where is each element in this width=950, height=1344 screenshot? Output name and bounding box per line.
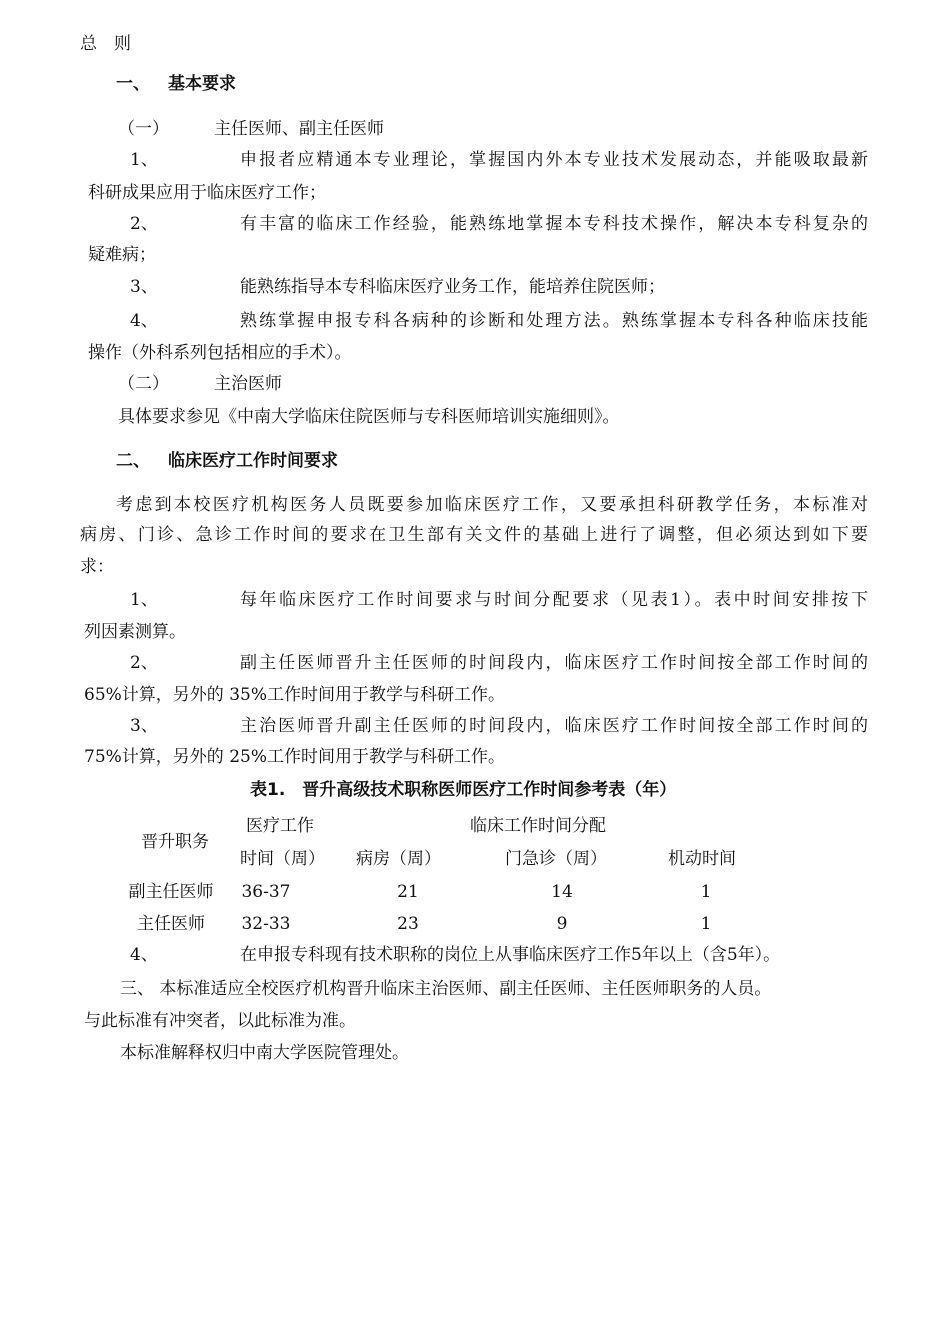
page-header: 总 则	[80, 34, 131, 54]
footer-note: 本标准解释权归中南大学医院管理处。	[120, 1043, 409, 1063]
subsection2-title: 主治医师	[214, 374, 282, 394]
section2-title: 临床医疗工作时间要求	[168, 451, 338, 471]
subsection1-number: （一）	[118, 119, 169, 139]
table-cell-flex: 1	[700, 914, 712, 934]
table-cell-position: 副主任医师	[128, 882, 214, 902]
list-item-text: 有丰富的临床工作经验，能熟练地掌握本专科技术操作，解决本专科复杂的	[240, 214, 868, 234]
subsection1-title: 主任医师、副主任医师	[214, 119, 384, 139]
table-cell-ward: 21	[397, 882, 419, 902]
table-header-flex: 机动时间	[668, 849, 736, 869]
list-item-text: 主治医师晋升副主任医师的时间段内，临床医疗工作时间按全部工作时间的	[240, 716, 868, 736]
section3-line-2: 与此标准有冲突者，以此标准为准。	[84, 1011, 356, 1031]
table-cell-clinic: 14	[551, 882, 573, 902]
list-item-text-cont: 65%计算，另外的 35%工作时间用于教学与科研工作。	[84, 685, 505, 705]
list-item-text: 每年临床医疗工作时间要求与时间分配要求（见表1）。表中时间安排按下	[240, 590, 868, 610]
table-cell-flex: 1	[700, 882, 712, 902]
list-item-number: 2、	[130, 653, 158, 673]
table-header-work-time-top: 医疗工作	[246, 816, 314, 836]
list-item-number: 1、	[130, 590, 158, 610]
list-item-text-cont: 疑难病；	[88, 245, 156, 265]
list-item-text: 申报者应精通本专业理论，掌握国内外本专业技术发展动态，并能吸取最新	[240, 150, 868, 170]
section3-line-1: 三、 本标准适应全校医疗机构晋升临床主治医师、副主任医师、主任医师职务的人员。	[120, 979, 772, 999]
intro-line-3: 求：	[80, 557, 114, 577]
subsection2-number: （二）	[118, 374, 169, 394]
table-cell-total: 32-33	[241, 914, 291, 934]
list-item-number: 3、	[130, 277, 158, 297]
list-item-text: 能熟练指导本专科临床医疗业务工作，能培养住院医师；	[240, 277, 665, 297]
list-item-number: 4、	[130, 945, 158, 965]
intro-line-1: 考虑到本校医疗机构医务人员既要参加临床医疗工作，又要承担科研教学任务，本标准对	[116, 495, 868, 515]
intro-line-2: 病房、门诊、急诊工作时间的要求在卫生部有关文件的基础上进行了调整，但必须达到如下要	[80, 525, 868, 545]
table-header-work-time-bottom: 时间（周）	[240, 849, 325, 869]
list-item-text-cont: 操作（外科系列包括相应的手术）。	[88, 343, 352, 363]
table-caption: 表1. 晋升高级技术职称医师医疗工作时间参考表（年）	[250, 780, 677, 800]
list-item-number: 3、	[130, 716, 158, 736]
table-cell-total: 36-37	[241, 882, 291, 902]
list-item-number: 4、	[130, 311, 158, 331]
table-cell-position: 主任医师	[137, 914, 205, 934]
section1-number: 一、	[116, 74, 150, 94]
table-header-ward: 病房（周）	[356, 849, 441, 869]
section2-number: 二、	[116, 451, 150, 471]
list-item-text: 熟练掌握申报专科各病种的诊断和处理方法。熟练掌握本专科各种临床技能	[240, 311, 868, 331]
list-item-text: 副主任医师晋升主任医师的时间段内，临床医疗工作时间按全部工作时间的	[240, 653, 868, 673]
table-header-distribution: 临床工作时间分配	[470, 816, 606, 836]
table-cell-clinic: 9	[556, 914, 568, 934]
list-item-text-cont: 75%计算，另外的 25%工作时间用于教学与科研工作。	[84, 747, 505, 767]
list-item-text-cont: 科研成果应用于临床医疗工作；	[88, 183, 326, 203]
table-cell-ward: 23	[397, 914, 419, 934]
list-item-text: 在申报专科现有技术职称的岗位上从事临床医疗工作5年以上（含5年）。	[240, 945, 781, 965]
list-item-number: 1、	[130, 150, 158, 170]
list-item-number: 2、	[130, 214, 158, 234]
section1-title: 基本要求	[168, 74, 236, 94]
table-header-clinic: 门急诊（周）	[505, 849, 607, 869]
table-header-position: 晋升职务	[141, 832, 209, 852]
subsection2-text: 具体要求参见《中南大学临床住院医师与专科医师培训实施细则》。	[118, 407, 620, 427]
list-item-text-cont: 列因素测算。	[84, 622, 186, 642]
